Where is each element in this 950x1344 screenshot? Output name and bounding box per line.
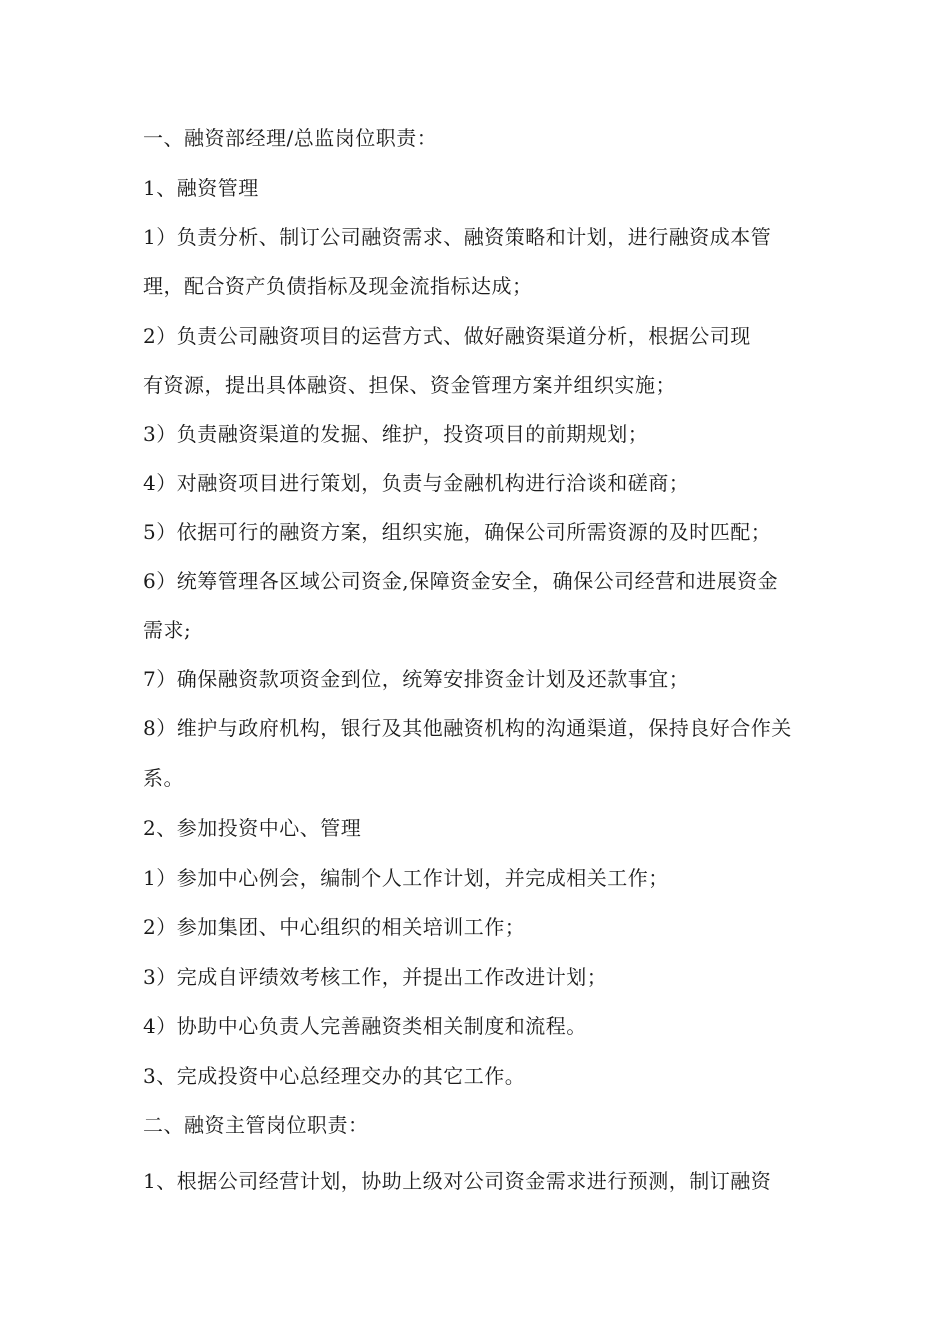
paragraph-line: 需求; (143, 618, 192, 642)
paragraph-line: 2）参加集团、中心组织的相关培训工作； (143, 915, 526, 939)
paragraph-line: 3）完成自评绩效考核工作，并提出工作改进计划； (143, 965, 608, 989)
paragraph-line: 6）统筹管理各区域公司资金,保障资金安全，确保公司经营和进展资金 (143, 569, 779, 593)
paragraph-line: 4）协助中心负责人完善融资类相关制度和流程。 (143, 1014, 587, 1038)
subsection-heading: 2、参加投资中心、管理 (143, 816, 362, 840)
section-heading: 二、融资主管岗位职责： (143, 1113, 369, 1137)
paragraph-line: 7）确保融资款项资金到位，统筹安排资金计划及还款事宜； (143, 667, 690, 691)
paragraph-line: 系。 (143, 766, 184, 790)
paragraph-line: 5）依据可行的融资方案，组织实施，确保公司所需资源的及时匹配； (143, 520, 772, 544)
paragraph-line: 1、根据公司经营计划，协助上级对公司资金需求进行预测，制订融资 (143, 1169, 772, 1193)
paragraph-line: 3）负责融资渠道的发掘、维护，投资项目的前期规划； (143, 422, 649, 446)
paragraph-line: 1）负责分析、制订公司融资需求、融资策略和计划，进行融资成本管 (143, 225, 772, 249)
section-heading: 一、融资部经理/总监岗位职责： (143, 126, 438, 150)
paragraph-line: 有资源，提出具体融资、担保、资金管理方案并组织实施； (143, 373, 676, 397)
paragraph-line: 理，配合资产负债指标及现金流指标达成； (143, 274, 533, 298)
paragraph-line: 4）对融资项目进行策划，负责与金融机构进行洽谈和磋商； (143, 471, 690, 495)
paragraph-line: 1）参加中心例会，编制个人工作计划，并完成相关工作； (143, 866, 669, 890)
subsection-heading: 1、融资管理 (143, 176, 259, 200)
paragraph-line: 2）负责公司融资项目的运营方式、做好融资渠道分析，根据公司现 (143, 324, 751, 348)
paragraph-line: 8）维护与政府机构，银行及其他融资机构的沟通渠道，保持良好合作关 (143, 716, 792, 740)
subsection-heading: 3、完成投资中心总经理交办的其它工作。 (143, 1064, 526, 1088)
